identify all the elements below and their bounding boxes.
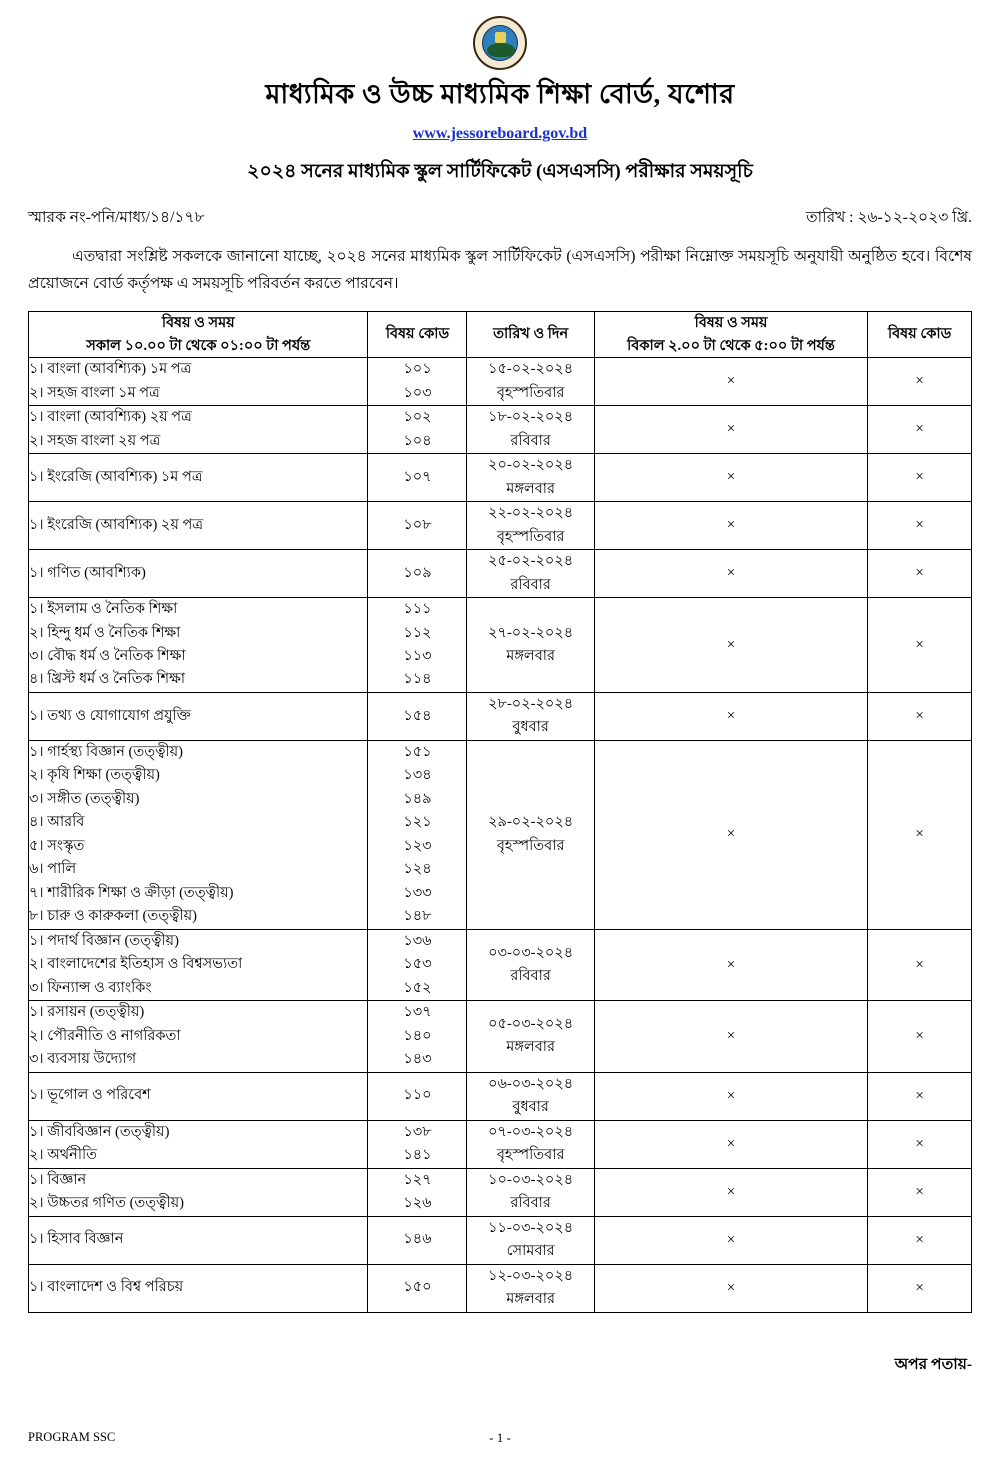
exam-date: ২০-০২-২০২৪ (488, 457, 574, 474)
subject-line: ২। হিন্দু ধর্ম ও নৈতিক শিক্ষা (29, 624, 181, 641)
evening-subjects-cell: × (594, 1264, 867, 1312)
subject-line: ১। ভূগোল ও পরিবেশ (29, 1087, 151, 1104)
morning-codes-cell (368, 358, 467, 406)
evening-code-cell: × (868, 1216, 972, 1264)
subject-code: ১২৩ (403, 837, 432, 854)
next-page-note: অপর পতায়- (894, 1356, 972, 1373)
morning-codes-cell (368, 929, 467, 1000)
subject-code: ১২৪ (403, 861, 432, 878)
exam-day: রবিবার (510, 968, 551, 985)
morning-subjects-cell (29, 358, 368, 406)
morning-codes-cell (368, 1072, 467, 1120)
morning-subjects-cell (29, 1168, 368, 1216)
date-day-cell (467, 406, 594, 454)
memo-number: স্মারক নং-পনি/মাধ্য/১৪/১৭৮ (28, 209, 205, 226)
header-morning-subject (29, 312, 368, 358)
morning-subjects-cell (29, 692, 368, 740)
evening-code-cell: × (868, 550, 972, 598)
subject-code: ১২৬ (403, 1195, 432, 1212)
table-row (29, 740, 972, 929)
exam-day: মঙ্গলবার (506, 1039, 555, 1056)
table-row (29, 1216, 972, 1264)
subject-line: ৬। পালি (29, 861, 77, 878)
subject-code: ১৪৩ (403, 1051, 432, 1068)
exam-date: ২৯-০২-২০২৪ (488, 814, 574, 831)
subject-code: ১০২ (403, 409, 432, 426)
evening-subjects-cell: × (594, 1001, 867, 1072)
subject-code: ১১৩ (403, 648, 432, 664)
morning-subjects-cell (29, 740, 368, 929)
table-body (29, 358, 972, 1312)
subject-code: ১১১ (403, 601, 432, 618)
exam-date: ০৭-০৩-২০২৪ (488, 1123, 574, 1140)
morning-subjects-cell (29, 454, 368, 502)
morning-codes-cell (368, 1168, 467, 1216)
subject-code: ১২৭ (403, 1171, 432, 1188)
morning-subjects-cell (29, 550, 368, 598)
subject-code: ১৪৯ (403, 790, 432, 807)
exam-day: রবিবার (510, 1195, 551, 1212)
morning-codes-cell (368, 598, 467, 693)
exam-day: বৃহস্পতিবার (496, 837, 565, 854)
subject-code: ১৩৬ (403, 932, 432, 949)
subject-code: ১৩৩ (403, 884, 432, 901)
morning-codes-cell (368, 1216, 467, 1264)
subject-line: ১। রসায়ন (তত্ত্বীয়) (29, 1004, 145, 1021)
notice-paragraph: এতদ্বারা সংশ্লিষ্ট সকলকে জানানো যাচ্ছে, ২০২৪ সনের মাধ্যমিক স্কুল সার্টিফিকেট (এসএসসি) পরীক্ষা নিম্নোক্ত সময়সূচি অনুযায়ী অনুষ্ঠিত হবে। বিশেষ প্রয়োজনে বোর্ড কর্তৃপক্ষ এ সময়সূচি পরিবর্তন করতে পারবেন। (28, 248, 972, 293)
subject-code: ১৪৮ (403, 908, 432, 925)
evening-code-cell: × (868, 740, 972, 929)
evening-subjects-cell: × (594, 358, 867, 406)
subject-line: ২। সহজ বাংলা ২য় পত্র (29, 432, 161, 449)
subject-line: ৮। চারু ও কারুকলা (তত্ত্বীয়) (29, 908, 197, 925)
subject-line: ৩। সঙ্গীত (তত্ত্বীয়) (29, 790, 140, 807)
subject-code: ১৩৪ (403, 767, 432, 784)
table-row (29, 598, 972, 693)
subject-line: ৩। ফিন্যান্স ও ব্যাংকিং (29, 979, 152, 996)
subject-line: ১। গার্হস্থ্য বিজ্ঞান (তত্ত্বীয়) (29, 743, 183, 760)
board-seal-icon (472, 16, 528, 72)
morning-codes-cell (368, 740, 467, 929)
exam-date: ০৩-০৩-২০২৪ (488, 944, 574, 961)
subject-code: ১৩৭ (403, 1004, 432, 1021)
morning-codes-cell (368, 454, 467, 502)
exam-day: মঙ্গলবার (506, 1291, 555, 1308)
morning-codes-cell (368, 1001, 467, 1072)
morning-subjects-cell (29, 929, 368, 1000)
subject-line: ৩। বৌদ্ধ ধর্ম ও নৈতিক শিক্ষা (29, 648, 186, 664)
exam-date: ০৬-০৩-২০২৪ (488, 1075, 574, 1092)
evening-subjects-cell: × (594, 692, 867, 740)
exam-date: ১১-০৩-২০২৪ (488, 1219, 574, 1236)
evening-code-cell: × (868, 502, 972, 550)
morning-subjects-cell (29, 1001, 368, 1072)
exam-day: বৃহস্পতিবার (496, 384, 565, 401)
evening-code-cell: × (868, 358, 972, 406)
subject-code: ১৪০ (403, 1027, 432, 1044)
subject-code: ১৪১ (403, 1147, 432, 1164)
exam-day: মঙ্গলবার (506, 480, 555, 497)
subject-code: ১৫৪ (403, 707, 432, 724)
exam-day: মঙ্গলবার (506, 648, 555, 664)
subject-line: ১। বাংলা (আবশ্যিক) ১ম পত্র (29, 361, 192, 378)
exam-date: ১০-০৩-২০২৪ (488, 1171, 574, 1188)
date-day-cell (467, 454, 594, 502)
subject-line: ৩। ব্যবসায় উদ্যোগ (29, 1051, 137, 1068)
exam-date: ০৫-০৩-২০২৪ (488, 1016, 574, 1032)
subject-line: ১। ইংরেজি (আবশ্যিক) ২য় পত্র (29, 516, 203, 533)
subject-line: ২। উচ্চতর গণিত (তত্ত্বীয়) (29, 1195, 184, 1212)
evening-subjects-cell: × (594, 502, 867, 550)
page-title: ২০২৪ সনের মাধ্যমিক স্কুল সার্টিফিকেট (এসএসসি) পরীক্ষার সময়সূচি (247, 161, 753, 182)
table-row (29, 502, 972, 550)
date-day-cell (467, 358, 594, 406)
subject-line: ৭। শারীরিক শিক্ষা ও ক্রীড়া (তত্ত্বীয়) (29, 884, 234, 901)
subject-line: ১। বাংলাদেশ ও বিশ্ব পরিচয় (29, 1279, 184, 1296)
header-morning-code: বিষয় কোড (368, 312, 467, 358)
subject-line: ১। জীববিজ্ঞান (তত্ত্বীয়) (29, 1123, 170, 1140)
morning-codes-cell (368, 692, 467, 740)
morning-codes-cell (368, 406, 467, 454)
evening-subjects-cell: × (594, 406, 867, 454)
table-row (29, 406, 972, 454)
date-day-cell (467, 502, 594, 550)
evening-code-cell: × (868, 929, 972, 1000)
morning-subjects-cell (29, 1264, 368, 1312)
board-logo-container (28, 16, 972, 72)
morning-subjects-cell (29, 1216, 368, 1264)
subject-code: ১২১ (403, 814, 432, 831)
table-row (29, 692, 972, 740)
table-header-row (29, 312, 972, 358)
evening-subjects-cell: × (594, 598, 867, 693)
exam-date: ১২-০৩-২০২৪ (488, 1267, 574, 1284)
morning-codes-cell (368, 1264, 467, 1312)
subject-code: ১১৪ (403, 671, 432, 688)
table-row (29, 454, 972, 502)
board-website-link[interactable]: www.jessoreboard.gov.bd (412, 125, 588, 142)
table-row (29, 550, 972, 598)
subject-code: ১৫৩ (403, 956, 432, 973)
exam-date: ২৫-০২-২০২৪ (488, 553, 574, 570)
footer-page-number: - 1 - (489, 1430, 511, 1445)
exam-day: সোমবার (506, 1243, 555, 1260)
exam-date: ২৭-০২-২০২৪ (488, 624, 574, 641)
exam-day: বুধবার (512, 719, 549, 736)
morning-subjects-cell (29, 1072, 368, 1120)
header-evening-subject-line2: বিকাল ২.০০ টা থেকে ৫:০০ টা পর্যন্ত (627, 337, 835, 354)
header-morning-subject-line1: বিষয় ও সময় (161, 315, 235, 332)
evening-subjects-cell: × (594, 929, 867, 1000)
subject-line: ১। তথ্য ও যোগাযোগ প্রযুক্তি (29, 707, 191, 724)
subject-code: ১০৪ (403, 432, 432, 449)
exam-date: ২২-০২-২০২৪ (488, 505, 574, 522)
date-day-cell (467, 1168, 594, 1216)
date-day-cell (467, 929, 594, 1000)
exam-date: ১৫-০২-২০২৪ (488, 361, 574, 378)
morning-subjects-cell (29, 406, 368, 454)
evening-subjects-cell: × (594, 454, 867, 502)
exam-date: ১৮-০২-২০২৪ (488, 409, 574, 426)
subject-line: ২। পৌরনীতি ও নাগরিকতা (29, 1027, 181, 1044)
table-row (29, 1264, 972, 1312)
evening-code-cell: × (868, 1120, 972, 1168)
table-row (29, 1001, 972, 1072)
subject-code: ১০৩ (403, 384, 432, 401)
morning-subjects-cell (29, 598, 368, 693)
evening-code-cell: × (868, 454, 972, 502)
header-morning-subject-line2: সকাল ১০.০০ টা থেকে ০১:০০ টা পর্যন্ত (86, 337, 311, 354)
subject-line: ৪। খ্রিস্ট ধর্ম ও নৈতিক শিক্ষা (29, 671, 186, 688)
subject-code: ১০৭ (403, 468, 432, 485)
header-evening-subject-line1: বিষয় ও সময় (694, 315, 768, 332)
subject-code: ১১০ (403, 1087, 432, 1104)
evening-subjects-cell: × (594, 1120, 867, 1168)
page-footer (0, 1430, 1000, 1445)
evening-subjects-cell: × (594, 1216, 867, 1264)
exam-day: বৃহস্পতিবার (496, 528, 565, 545)
subject-line: ১। গণিত (আবশ্যিক) (29, 564, 146, 581)
subject-line: ১। বিজ্ঞান (29, 1171, 87, 1188)
subject-code: ১০৯ (403, 564, 432, 581)
evening-code-cell: × (868, 1168, 972, 1216)
date-day-cell (467, 1216, 594, 1264)
evening-code-cell: × (868, 406, 972, 454)
subject-line: ৪। আরবি (29, 814, 85, 831)
evening-code-cell: × (868, 1072, 972, 1120)
exam-day: রবিবার (510, 432, 551, 449)
subject-line: ২। কৃষি শিক্ষা (তত্ত্বীয়) (29, 767, 160, 784)
exam-day: বুধবার (512, 1099, 549, 1116)
table-row (29, 1168, 972, 1216)
board-title: মাধ্যমিক ও উচ্চ মাধ্যমিক শিক্ষা বোর্ড, যশোর (265, 79, 735, 109)
exam-date: ২৮-০২-২০২৪ (488, 695, 574, 712)
date-day-cell (467, 692, 594, 740)
exam-day: রবিবার (510, 576, 551, 593)
date-day-cell (467, 598, 594, 693)
evening-code-cell: × (868, 1001, 972, 1072)
subject-line: ২। অর্থনীতি (29, 1147, 98, 1164)
table-row (29, 1072, 972, 1120)
subject-code: ১৩৮ (403, 1123, 432, 1140)
footer-program-label: PROGRAM SSC (28, 1430, 116, 1444)
morning-codes-cell (368, 502, 467, 550)
subject-line: ২। বাংলাদেশের ইতিহাস ও বিশ্বসভ্যতা (29, 956, 243, 973)
morning-subjects-cell (29, 502, 368, 550)
subject-code: ১৪৬ (403, 1231, 432, 1248)
evening-code-cell: × (868, 1264, 972, 1312)
evening-subjects-cell: × (594, 740, 867, 929)
subject-code: ১০৮ (403, 516, 432, 533)
evening-subjects-cell: × (594, 1072, 867, 1120)
subject-line: ১। ইসলাম ও নৈতিক শিক্ষা (29, 601, 178, 618)
evening-code-cell: × (868, 598, 972, 693)
exam-day: বৃহস্পতিবার (496, 1147, 565, 1164)
subject-line: ৫। সংস্কৃত (29, 837, 85, 854)
morning-codes-cell (368, 1120, 467, 1168)
table-row (29, 358, 972, 406)
header-evening-subject (594, 312, 867, 358)
header-date-day: তারিখ ও দিন (467, 312, 594, 358)
subject-code: ১৫১ (403, 743, 432, 760)
evening-subjects-cell: × (594, 550, 867, 598)
date-day-cell (467, 1120, 594, 1168)
exam-routine-table (28, 311, 972, 1312)
date-day-cell (467, 1072, 594, 1120)
subject-line: ১। পদার্থ বিজ্ঞান (তত্ত্বীয়) (29, 932, 179, 949)
subject-line: ১। বাংলা (আবশ্যিক) ২য় পত্র (29, 409, 192, 426)
table-row (29, 929, 972, 1000)
morning-codes-cell (368, 550, 467, 598)
evening-subjects-cell: × (594, 1168, 867, 1216)
subject-code: ১৫২ (403, 979, 432, 996)
date-day-cell (467, 550, 594, 598)
date-day-cell (467, 1001, 594, 1072)
table-row (29, 1120, 972, 1168)
subject-line: ১। ইংরেজি (আবশ্যিক) ১ম পত্র (29, 468, 203, 485)
subject-code: ১৫০ (403, 1279, 432, 1296)
meta-row (28, 205, 972, 231)
issue-date: তারিখ : ২৬-১২-২০২৩ খ্রি. (806, 209, 972, 226)
date-day-cell (467, 1264, 594, 1312)
subject-code: ১০১ (403, 361, 432, 378)
morning-subjects-cell (29, 1120, 368, 1168)
subject-line: ২। সহজ বাংলা ১ম পত্র (29, 384, 160, 401)
evening-code-cell: × (868, 692, 972, 740)
subject-code: ১১২ (403, 624, 432, 641)
header-evening-code: বিষয় কোড (868, 312, 972, 358)
subject-line: ১। হিসাব বিজ্ঞান (29, 1231, 124, 1248)
date-day-cell (467, 740, 594, 929)
